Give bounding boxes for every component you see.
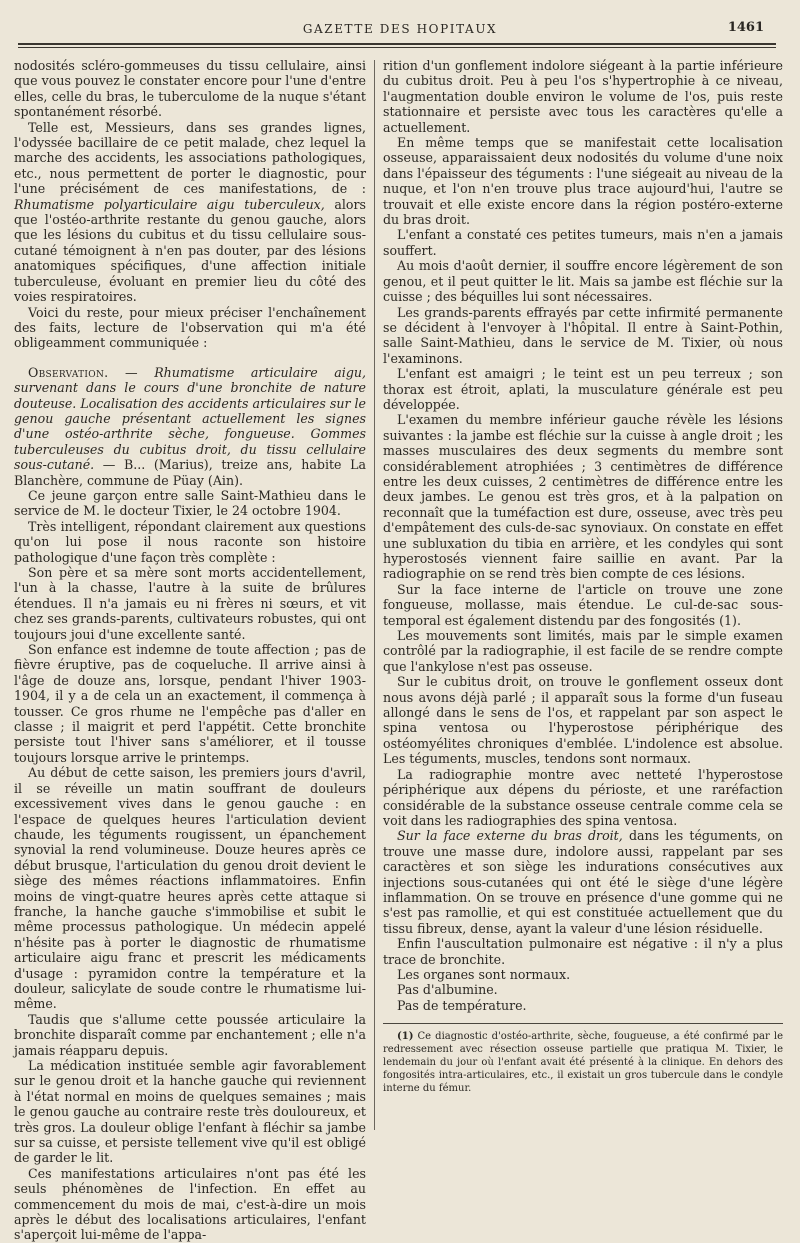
paragraph-italic: Sur la face externe du bras droit, bbox=[397, 828, 623, 844]
paragraph: Pas d'albumine. bbox=[397, 982, 498, 998]
header-rule-thin bbox=[18, 47, 776, 48]
column-divider bbox=[374, 60, 375, 1130]
paragraph: Au mois d'août dernier, il souffre encore légèrement de son genou, et il peut quitter le lit. Mais sa jambe est fléchie sur la cuisse ; des béquilles lui sont nécessaires. bbox=[383, 258, 783, 305]
paragraph-text: Telle est, Messieurs, dans ses grandes lignes, l'odyssée bacillaire de ce petit malade, chez lequel la marche des accidents, les associations pathologiques, etc., nous permettent de porter le diagnostic, pour l'une précisément de ces manifestations, de : bbox=[14, 119, 366, 197]
paragraph-text: alors que l'ostéo-arthrite restante du genou gauche, alors que les lésions du cubitus et du tissu cellulaire sous-cutané témoignent à n'en pas douter, par des lésions anatomiques spécifiques, d'une affection initiale tuberculeuse, évoluant en premier lieu du côté des voies respiratoires. bbox=[14, 196, 366, 305]
header-rule bbox=[18, 43, 776, 45]
diagnosis-italic: Rhumatisme polyarticulaire aigu tuberculeux, bbox=[14, 196, 325, 212]
left-column bbox=[14, 58, 366, 1243]
paragraph: nodosités scléro-gommeuses du tissu cellulaire, ainsi que vous pouvez le constater encore pour l'une d'entre elles, celle du bras, le tuberculome de la nuque s'étant spontanément résorbé. bbox=[14, 58, 366, 120]
paragraph: Pas de température. bbox=[397, 997, 527, 1013]
observation-heading bbox=[14, 365, 366, 488]
paragraph: Taudis que s'allume cette poussée articulaire la bronchite disparaît comme par enchantement ; elle n'a jamais réapparu depuis. bbox=[14, 1011, 366, 1058]
observation-title: Rhumatisme articulaire aigu, survenant dans le cours d'une bronchite de nature douteuse. Localisation des accidents articulaires sur le genou gauche présentant actuellement les signes d'une ostéo-arthrite sèche, fongueuse. Gommes tuberculeuses du cubitus droit, du tissu cellulaire sous-cutané. bbox=[14, 364, 366, 473]
paragraph: En même temps que se manifestait cette localisation osseuse, apparaissaient deux nodosités du volume d'une noix dans l'épaisseur des téguments : l'une siégeait au niveau de la nuque, et l'on n'en trouve plus trace aujourd'hui, l'autre se trouvait et elle existe encore dans la région postéro-externe du bras droit. bbox=[383, 135, 783, 228]
paragraph: L'enfant est amaigri ; le teint est un peu terreux ; son thorax est étroit, aplati, la musculature générale est peu développée. bbox=[383, 366, 783, 412]
paragraph: L'enfant a constaté ces petites tumeurs, mais n'en a jamais souffert. bbox=[383, 227, 783, 258]
paragraph: Enfin l'auscultation pulmonaire est négative : il n'y a plus trace de bronchite. bbox=[383, 936, 783, 967]
spacer bbox=[14, 351, 366, 365]
paragraph: Les organes sont normaux. bbox=[397, 966, 571, 982]
observation-label: Observation. bbox=[28, 364, 109, 380]
paragraph: Son enfance est indemne de toute affection ; pas de fièvre éruptive, pas de coqueluche. Il arrive ainsi à l'âge de douze ans, lorsque, pendant l'hiver 1903-1904, il y a de cela un an exactement, il commença à tousser. Ce gros rhume ne l'empêche pas d'aller en classe ; il maigrit et perd l'appétit. Cette bronchite persiste tout l'hiver sans s'améliorer, et il tousse toujours lorsque arrive le printemps. bbox=[14, 642, 366, 765]
paragraph: Son père et sa mère sont morts accidentellement, l'un à la chasse, l'autre à la suite de brûlures étendues. Il n'a jamais eu ni frères ni sœurs, et vit chez ses grands-parents, cultivateurs robustes, qui ont toujours joui d'une excellente santé. bbox=[14, 565, 366, 642]
footnote-text: Ce diagnostic d'ostéo-arthrite, sèche, fougueuse, a été confirmé par le redressement avec résection osseuse partielle que pratiqua M. Tixier, le lendemain du jour où l'enfant avait été présenté à la clinique. En dehors des fongosités intra-articulaires, etc., il existait un gros tubercule dans le condyle interne du fémur. bbox=[383, 1031, 783, 1095]
page-number: 1461 bbox=[727, 20, 764, 35]
paragraph: Ces manifestations articulaires n'ont pas été les seuls phénomènes de l'infection. En effet au commencement du mois de mai, c'est-à-dire un mois après le début des localisations articulaires, l'enfant s'aperçoit lui-même de l'appa- bbox=[14, 1165, 366, 1243]
paragraph bbox=[383, 828, 783, 936]
paragraph: Les grands-parents effrayés par cette infirmité permanente se décident à l'envoyer à l'hôpital. Il entre à Saint-Pothin, salle Saint-Mathieu, dans le service de M. Tixier, où nous l'examinons. bbox=[383, 304, 783, 366]
paragraph: Très intelligent, répondant clairement aux questions qu'on lui pose il nous raconte son histoire pathologique d'une façon très complète : bbox=[14, 518, 366, 565]
right-column bbox=[383, 58, 783, 1095]
paragraph: Les mouvements sont limités, mais par le simple examen contrôlé par la radiographie, il est facile de se rendre compte que l'ankylose n'est pas osseuse. bbox=[383, 628, 783, 674]
paragraph: Sur la face interne de l'article on trouve une zone fongueuse, mollasse, mais étendue. Le cul-de-sac sous-temporal est également distendu par des fongosités (1). bbox=[383, 581, 783, 628]
paragraph bbox=[14, 120, 366, 305]
paragraph: Sur le cubitus droit, on trouve le gonflement osseux dont nous avons déjà parlé ; il apparaît sous la forme d'un fuseau allongé dans le sens de l'os, et rappelant par son aspect le spina ventosa ou l'hyperostose périphérique des ostéomyélites chroniques d'emblée. L'indolence est absolue. Les téguments, muscles, tendons sont normaux. bbox=[383, 674, 783, 767]
paragraph: La radiographie montre avec netteté l'hyperostose périphérique aux dépens du périoste, et une raréfaction considérable de la substance osseuse centrale comme cela se voit dans les radiographies des spina ventosa. bbox=[383, 766, 783, 828]
footnote bbox=[383, 1030, 783, 1095]
footnote-rule bbox=[383, 1023, 783, 1024]
observation-intro: — B... (Marius), treize ans, habite La Blanchère, commune de Püay (Ain). bbox=[14, 457, 366, 488]
paragraph: L'examen du membre inférieur gauche révèle les lésions suivantes : la jambe est fléchie sur la cuisse à angle droit ; les masses musculaires des deux segments du membre sont considérablement atrophiées ; 3 centimètres de différence entre les deux cuisses, 2 centimètres de différence entre les deux jambes. Le genou est très gros, et à la palpation on reconnaît que la tuméfaction est dure, osseuse, avec très peu d'empâtement des culs-de-sac synoviaux. On constate en effet une subluxation du tibia en arrière, et les condyles qui sont hyperostosés viennent faire saillie en avant. Par la radiographie on se rend très bien compte de ces lésions. bbox=[383, 412, 783, 582]
observation-dash: — bbox=[108, 364, 155, 380]
paragraph: La médication instituée semble agir favorablement sur le genou droit et la hanche gauche qui reviennent à l'état normal en moins de quelques semaines ; mais le genou gauche au contraire reste très douloureux, et très gros. La douleur oblige l'enfant à fléchir sa jambe sur sa cuisse, et persiste tellement vive qu'il est obligé de garder le lit. bbox=[14, 1058, 366, 1166]
paragraph-text: dans les téguments, on trouve une masse dure, indolore aussi, rappelant par ses caractères et son siège les indurations consécutives aux injections sous-cutanées qui ont été le siège d'une légère inflammation. On se trouve en présence d'une gomme qui ne s'est pas ramollie, et qui est constituée actuellement que du tissu fibreux, dense, ayant la valeur d'une lésion résiduelle. bbox=[383, 828, 784, 936]
footnote-number: (1) bbox=[397, 1031, 414, 1043]
paragraph: Au début de cette saison, les premiers jours d'avril, il se réveille un matin souffrant de douleurs excessivement vives dans le genou gauche : en l'espace de quelques heures l'articulation devient chaude, les téguments rougissent, un épanchement synovial la rend volumineuse. Douze heures après ce début brusque, l'articulation du genou droit devient le siège des mêmes réactions inflammatoires. Enfin moins de vingt-quatre heures après cette attaque si franche, la hanche gauche s'immobilise et subit le même processus pathologique. Un médecin appelé n'hésite pas à porter le diagnostic de rhumatisme articulaire aigu franc et prescrit les médicaments d'usage : pyramidon contre la température et la douleur, salicylate de soude contre le rhumatisme lui-même. bbox=[14, 765, 366, 1012]
paragraph: Ce jeune garçon entre salle Saint-Mathieu dans le service de M. le docteur Tixier, le 24 octobre 1904. bbox=[14, 487, 366, 519]
page-header bbox=[0, 12, 800, 42]
paragraph: rition d'un gonflement indolore siégeant à la partie inférieure du cubitus droit. Peu à peu l'os s'hypertrophie à ce niveau, l'augmentation double environ le volume de l'os, puis reste stationnaire et persiste avec tous les caractères qu'elle a actuellement. bbox=[383, 58, 783, 135]
paragraph: Voici du reste, pour mieux préciser l'enchaînement des faits, lecture de l'observation qui m'a été obligeamment communiquée : bbox=[14, 304, 366, 351]
running-title: GAZETTE DES HOPITAUX bbox=[302, 22, 498, 36]
